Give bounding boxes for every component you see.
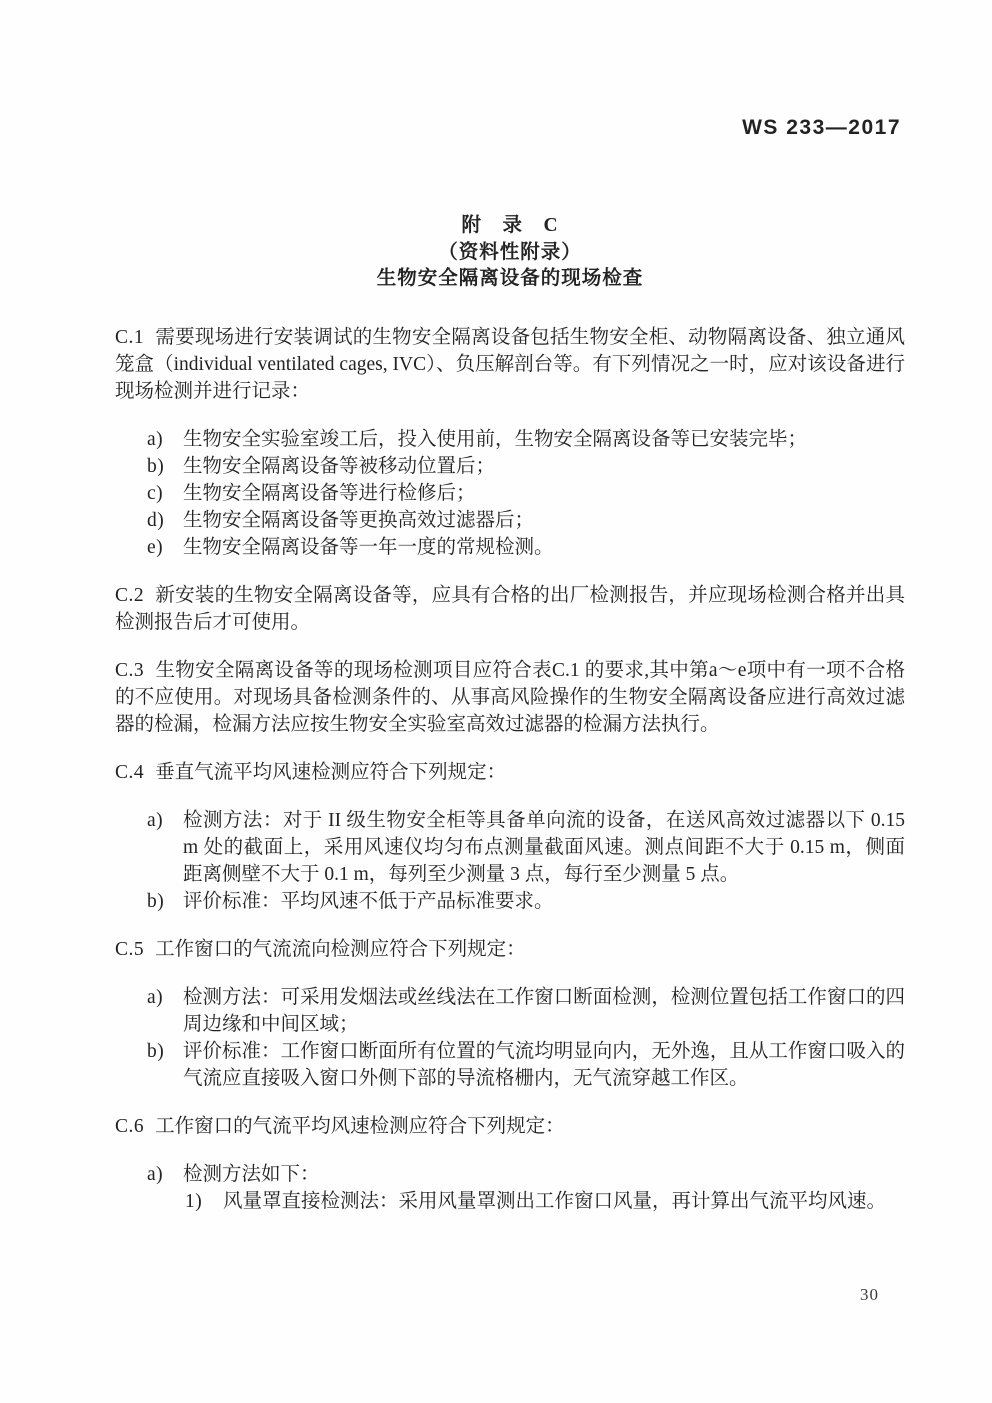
list-item-text: 评价标准：工作窗口断面所有位置的气流均明显向内，无外逸，且从工作窗口吸入的气流应直接吸入窗口外侧下部的导流格栅内，无气流穿越工作区。: [183, 1040, 905, 1089]
section-c5-list: [115, 984, 905, 1092]
list-item-text: 生物安全隔离设备等被移动位置后；: [183, 455, 496, 477]
appendix-type: （资料性附录）: [438, 241, 582, 263]
list-item-text: 检测方法：可采用发烟法或丝线法在工作窗口断面检测，检测位置包括工作窗口的四周边缘和中间区域；: [183, 986, 905, 1035]
list-item-text: 生物安全隔离设备等进行检修后；: [183, 482, 476, 504]
section-c5-number: C.5: [115, 938, 145, 960]
list-item: [115, 534, 905, 561]
section-c4-number: C.4: [115, 761, 145, 783]
list-item-marker: a): [147, 809, 164, 831]
list-item: [115, 807, 905, 888]
list-item-text: 检测方法如下：: [183, 1163, 320, 1185]
section-c1-number: C.1: [115, 326, 145, 348]
section-c6-number: C.6: [115, 1115, 145, 1137]
standard-code: WS 233—2017: [742, 116, 901, 139]
section-c2-number: C.2: [115, 584, 145, 606]
list-item-marker: b): [147, 890, 165, 912]
list-item: [115, 888, 905, 915]
list-item-text: 生物安全隔离设备等更换高效过滤器后；: [183, 509, 535, 531]
section-c1-paragraph: [115, 324, 905, 405]
list-item: [115, 984, 905, 1038]
list-item-text: 检测方法：对于 II 级生物安全柜等具备单向流的设备，在送风高效过滤器以下 0.15 m 处的截面上，采用风速仪均匀布点测量截面风速。测点间距不大于 0.15 m，侧面距离侧壁不大于 0.1 m，每列至少测量 3 点，每行至少测量 5 点。: [183, 809, 905, 885]
section-c5-text: 工作窗口的气流流向检测应符合下列规定：: [155, 938, 526, 960]
appendix-label: 附 录 C: [461, 215, 559, 236]
list-item-marker: c): [147, 482, 164, 504]
list-item-marker: d): [147, 509, 165, 531]
list-item-text: 评价标准：平均风速不低于产品标准要求。: [183, 890, 554, 912]
section-c1-list: [115, 426, 905, 561]
section-c6-list: [115, 1161, 905, 1215]
section-c3-paragraph: [115, 657, 905, 738]
section-c6-text: 工作窗口的气流平均风速检测应符合下列规定：: [155, 1115, 565, 1137]
list-item-marker: b): [147, 1040, 165, 1062]
list-subitem-marker: 1): [185, 1190, 203, 1212]
page-number: 30: [860, 1285, 879, 1304]
section-c3-text: 生物安全隔离设备等的现场检测项目应符合表C.1 的要求,其中第a～e项中有一项不合格的不应使用。对现场具备检测条件的、从事高风险操作的生物安全隔离设备应进行高效过滤器的检漏，检漏方法应按生物安全实验室高效过滤器的检漏方法执行。: [115, 659, 905, 735]
section-c4-list: [115, 807, 905, 915]
list-item-text: 生物安全隔离设备等一年一度的常规检测。: [183, 536, 554, 558]
section-c3-number: C.3: [115, 659, 145, 681]
list-subitem: [115, 1188, 905, 1215]
list-item: [115, 507, 905, 534]
list-item-marker: a): [147, 428, 164, 450]
list-item-marker: e): [147, 536, 164, 558]
list-item: [115, 1161, 905, 1188]
list-item: [115, 480, 905, 507]
list-item-text: 生物安全实验室竣工后，投入使用前，生物安全隔离设备等已安装完毕；: [183, 428, 808, 450]
list-subitem-text: 风量罩直接检测法：采用风量罩测出工作窗口风量，再计算出气流平均风速。: [223, 1190, 887, 1212]
section-c6-paragraph: [115, 1113, 905, 1140]
section-c1-text: 需要现场进行安装调试的生物安全隔离设备包括生物安全柜、动物隔离设备、独立通风笼盒（individual ventilated cages, IVC）、负压解剖台等。有下列情况之一时，应对该设备进行现场检测并进行记录：: [115, 326, 905, 402]
document-body: [115, 213, 905, 1215]
section-c4-text: 垂直气流平均风速检测应符合下列规定：: [155, 761, 507, 783]
appendix-title-block: [115, 213, 905, 293]
section-c4-paragraph: [115, 759, 905, 786]
section-c5-paragraph: [115, 936, 905, 963]
list-item: [115, 453, 905, 480]
list-item-marker: a): [147, 986, 164, 1008]
section-c2-text: 新安装的生物安全隔离设备等，应具有合格的出厂检测报告，并应现场检测合格并出具检测报告后才可使用。: [115, 584, 905, 633]
section-c2-paragraph: [115, 582, 905, 636]
list-item-marker: a): [147, 1163, 164, 1185]
list-item: [115, 1038, 905, 1092]
list-item: [115, 426, 905, 453]
appendix-heading: 生物安全隔离设备的现场检查: [376, 268, 644, 289]
list-item-marker: b): [147, 455, 165, 477]
